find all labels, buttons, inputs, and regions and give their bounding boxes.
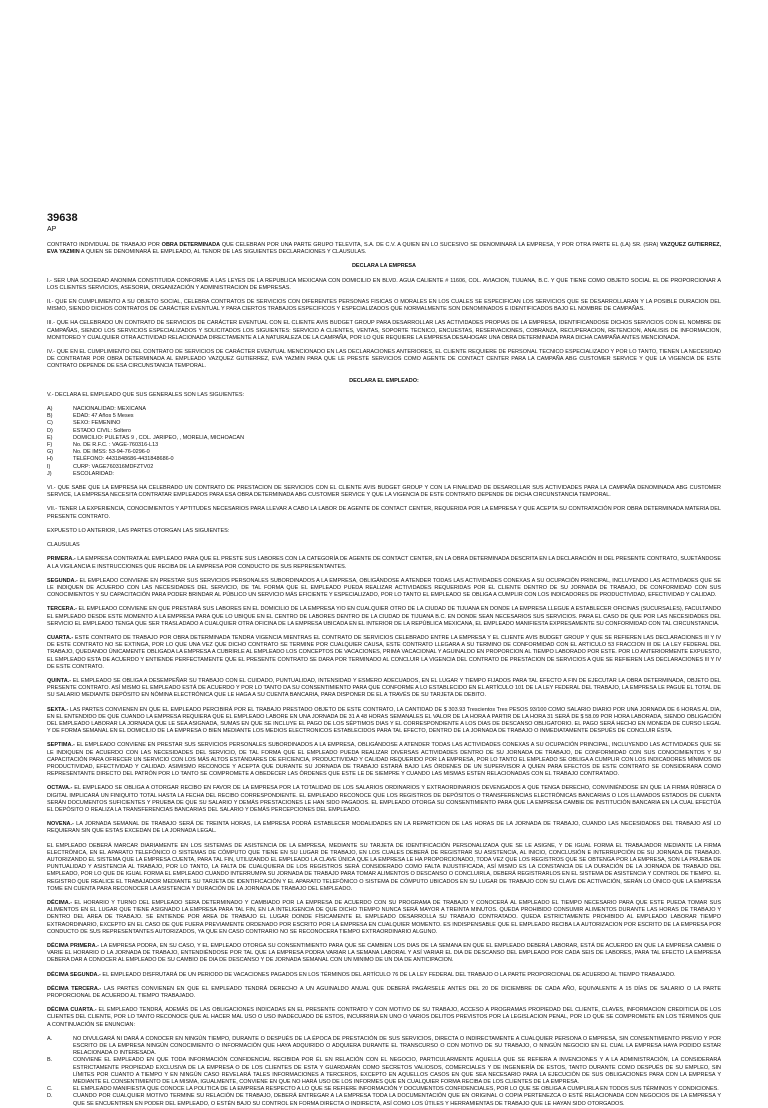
clausula — [47, 986, 721, 1000]
generales-value: TELÉFONO: 4431848686-4431848686-0 — [73, 456, 174, 463]
intro-bold-text: VAZQUEZ GUTIERREZ, EVA YAZMIN — [47, 242, 722, 256]
clausula-text: ESTE CONTRATO DE TRABAJO POR OBRA DETERMINADA TENDRA VIGENCIA MIENTRAS EL CONTRATO DE SERVICIOS CELEBRADO ENTRE LA EMPRESA Y EL CLIENTE AVIS BUDGET GROUP Y QUE SE REFIEREN LAS DECLARACIONES III Y IV DE ESTE CONTRATO NO SE EXTINGA, POR LO QUE UNA VEZ QUE DICHO CONTRATO SE TERMINE POR CUALQUIER CAUSA, ESTE CONTRATO LLEGARA A SU TERMINO DE CONFORMIDAD CON EL ARTICULO 53 FRACCION III DE LA LEY FEDERAL DEL TRABAJO, QUEDANDO ÚNICAMENTE OBLIGADA LA EMPRESA A CUBRIRLE AL EMPLEADO LOS CONCEPTOS DE VACACIONES, PRIMA VACACIONAL Y AGUINALDO EN PROPORCION AL TIEMPO LABORADO POR ESTE. POR LO ANTERIORMENTE EXPUESTO, EL EMPLEADO ESTA DE ACUERDO Y ENTIENDE PERFECTAMENTE QUE EL PRESENTE CONTRATO SE DARA POR TERMINADO AL CONCLUIR LA VIGENCIA DEL CONTRATO DE PRESTACION DE SERVICIOS A QUE SE REFIEREN LAS DECLARACIONES III Y IV DE ESTE CONTRATO. — [47, 634, 721, 670]
declaration-vii: VII.- TENER LA EXPERIENCIA, CONOCIMIENTOS Y APTITUDES NECESARIOS PARA LLEVAR A CABO LA LABOR DE AGENTE DE CONTACT CENTER, REQUERIDA POR LA EMPRESA Y QUE ACEPTA SU CONTRATACIÓN POR OBRA DETERMINADA MATERIA DEL PRESENTE CONTRATO. — [47, 506, 721, 520]
clausula — [47, 556, 721, 570]
clausula-text: EL HORARIO Y TURNO DEL EMPLEADO SERA DETERMINADO Y CAMBIADO POR LA EMPRESA DE ACUERDO CON SU PROGRAMA DE TRABAJO Y CONOCERÁ AL EMPLEADO EL TIEMPO NECESARIO PARA QUE ESTE PUEDA TOMAR SUS ALIMENTOS EN EL LUGAR QUE TIENE ASIGNADO LA EMPRESA PARA TAL FIN, EN LA INTELIGENCIA DE QUE DICHO TIEMPO NUNCA SERÁ MAYOR A TREINTA MINUTOS. QUEDA PROHIBIDO CONSUMIR ALIMENTOS DURANTE LAS HORAS DE TRABAJO Y DENTRO DEL AREA DE TRABAJO. SE ENTIENDE POR AREA DE TRABAJO EL LUGAR DONDE FÍSICAMENTE EL EMPLEADO DESARROLLA SU TRABAJO CONTRATADO. QUEDA ESTRICTAMENTE PROHIBIDO AL EMPLEADO LABORAR TIEMPO EXTRAORDINARIO, EXCEPTO EN EL CASO DE QUE FUERA PREVIAMENTE ORDENADO POR ESCRITO POR LA EMPRESA EN CUALQUIER MOMENTO. ES INDISPENSABLE QUE EL EMPLEADO RECIBA LA AUTORIZACION POR ESCRITO DE LA EMPRESA POR CONDUCTO DE SUS REPRESENTANTES AUTORIZADOS, YA QUE EN CASO CONTRARIO NO SE RECONOCERA TIEMPO EXTRAORDINARIO ALGUNO. — [47, 900, 721, 935]
generales-row — [47, 464, 721, 471]
clausula — [47, 707, 721, 736]
clausula — [47, 635, 721, 671]
clausula-label: SEPTIMA.- — [47, 742, 75, 749]
generales-value: CURP: VAGE760316MDFZTV02 — [73, 463, 154, 470]
sublist-text: CONVIENE EL EMPLEADO EN QUE TODA INFORMACIÓN CONFIDENCIAL RECIBIDA POR ÉL EN RELACIÓN CON EL NEGOCIO, PARTICULARMENTE AQUELLA QUE SE REFIERA A INVENCIONES Y A LA ADMINISTRACIÓN, LA CONSIDERARÁ ESTRICTAMENTE PROPIEDAD EXCLUSIVA DE LA EMPRESA O DE LOS CLIENTES DE ESTA Y GUARDARÁN COMO SECRETOS VALIOSOS, COMERCIALES Y DE INGENIERÍA DE ESTOS, TANTO DURANTE COMO DESPUÉS DE SU EMPLEO, SIN LÍMITES POR CUANTO A TIEMPO Y EN NINGÚN CASO REVELARÁ TALES INFORMACIONES A TERCEROS, EXCEPTO EN AQUELLOS CASOS EN QUE SEA NECESARIO PARA LA EJECUCIÓN DE SUS OBLIGACIONES PARA CON LA EMPRESA Y MEDIANTE EL CONSENTIMIENTO DE LA MISMA, IGUALMENTE, CONVIENE EN QUE NO HARÁ USO DE LOS INFORMES QUE EN CUALQUIER FORMA RECIBA DE LOS CLIENTES DE LA EMPRESA. — [73, 1057, 721, 1086]
sublist-key: D. — [47, 1093, 53, 1100]
empresa-declaration: I.- SER UNA SOCIEDAD ANONIMA CONSTITUIDA CONFORME A LAS LEYES DE LA REPUBLICA MEXICANA CON DOMICILIO EN BLVD. AGUA CALIENTE # 11606, COL. AVIACION, TIJUANA, B.C. Y QUE TIENE COMO OBJETO SOCIAL EL DE PROPORCIONAR A LOS CLIENTES SERVICIOS, ASESORIA, ORGANIZACIÓN Y ADMINISTRACION DE EMPRESAS. — [47, 277, 721, 291]
generales-key: D) — [47, 427, 53, 434]
generales-value: ESTADO CIVIL: Soltero — [73, 427, 131, 434]
declaration-vi: VI.- QUE SABE QUE LA EMPRESA HA CELEBRADO UN CONTRATO DE PRESTACION DE SERVICIOS CON EL CLIENTE AVIS BUDGET GROUP Y CON LA FINALIDAD DE DESAROLLAR SUS ACTIVIDADES PARA LA CAMPAÑA DENOMINADA ABG CUSTOMER SERVICE, LA EMPRESA NECESITA CONTRATAR EMPLEADOS PARA ESA OBRA DETERMINADA ABG CUSTOMER SERVICE Y QUE LA VIGENCIA DE ESTE CONTRATO DEPENDE DE DICHA CIRCUNSTANCIA TEMPORAL. — [47, 485, 721, 499]
contract-intro — [47, 242, 721, 256]
empresa-declarations — [47, 278, 721, 371]
empresa-declaration: II.- QUE EN CUMPLIMIENTO A SU OBJETO SOCIAL, CELEBRA CONTRATOS DE SERVICIOS CON DIFERENTES PERSONAS FISICAS O MORALES EN LOS CUALES SE ESPECIFICAN LOS SERVICIOS QUE SE DESARROLLARAN Y LA POSIBLE DURACION DEL MISMO, SIENDO DICHOS CONTRATOS DE CARÁCTER EVENTUAL Y PARA CIERTOS TRABAJOS ESPECIFICOS Y ESPECIALIZADOS QUE NORMALMENTE SON DENOMINADOS E IDENTIFICADOS BAJO EL NOMBRE DE CAMPAÑAS. — [47, 299, 721, 313]
generales-row — [47, 428, 721, 435]
clausula — [47, 606, 721, 628]
sublist-text: CUANDO POR CUALQUIER MOTIVO TERMINE SU RELACIÓN DE TRABAJO, DEBERÁ ENTREGAR A LA EMPRESA TODA LA DOCUMENTACIÓN QUE EN ORIGINAL O COPIA PERTENEZCA O ESTÉ RELACIONADA CON NEGOCIOS DE LA EMPRESA Y QUE SE ENCUENTREN EN PODER DEL EMPLEADO, O ESTÉN BAJO SU CONTROL EN FORMA DIRECTA O INDIRECTA, ASÍ COMO LOS ÚTILES Y HERRAMIENTAS DE TRABAJO QUE LE HAYAN SIDO OTORGADOS. — [73, 1093, 721, 1107]
clausula-text: EL EMPLEADO DISFRUTARÁ DE UN PERIODO DE VACACIONES PAGADOS EN LOS TÉRMINOS DEL ARTÍCULO 76 DE LA LEY FEDERAL DEL TRABAJO O LA PARTE PROPORCIONAL DE ACUERDO AL TIEMPO TRABAJADO. — [100, 971, 676, 978]
contract-body — [47, 242, 722, 1107]
empleado-generales-list — [47, 406, 721, 478]
empresa-declaration: IV.- QUE EN EL CUMPLIMIENTO DEL CONTRATO DE SERVICIOS DE CARÁCTER EVENTUAL MENCIONADO EN LAS DECLARACIONES ANTERIORES, EL CLIENTE REQUIERE DE PERSONAL TECNICO ESPECIALIZADO Y POR LO TANTO, TIENEN LA NECESIDAD DE CONTRATAR POR OBRA DETERMINADA AL EMPLEADO VAZQUEZ GUTIERREZ, EVA YAZMIN PARA QUE LE PRESTE SERVICIOS COMO AGENTE DE CONTACT CENTER PARA LA CAMPAÑA ABG CUSTOMER SERVICE Y QUE LA VIGENCIA DE ESTE CONTRATO DEPENDE DE ESA CIRCUNSTANCIA TEMPORAL. — [47, 349, 721, 370]
generales-value: ESCOLARIDAD: — [73, 470, 114, 477]
clausula-text: LA EMPRESA PODRA, EN SU CASO, Y EL EMPLEADO OTORGA SU CONSENTIMIENTO PARA QUE SE CAMBIEN LOS DIAS DE LA SEMANA EN QUE EL EMPLEADO DEBERÁ LABORAR, ESTÁ DE ACUERDO EN QUE LA EMPRESA CAMBIE O VARIE EL HORARIO O LA JORNADA DE TRABAJO, ENTENDIÉNDOSE POR TAL QUE LA EMPRESA PODRA VARIAR LA SEMANA LABORAL Y ASÍ VARIAR EL DIA DE DESCANSO DEL EMPLEADO POR CADA SEIS DE LABORES, PARA TAL EFECTO LA EMPRESA DEBERA DAR A CONOCER AL EMPLEADO DE SU CAMBIO DE DIA DE DESCANSO Y DE JORNADA SEMANAL CON UN MINIMO DE UN DIA DE ANTICIPACION. — [47, 943, 721, 964]
sublist-key: B. — [47, 1057, 53, 1064]
generales-row — [47, 406, 721, 413]
generales-key: H) — [47, 456, 53, 463]
generales-key: E) — [47, 434, 53, 441]
generales-key: I) — [47, 463, 51, 470]
generales-row — [47, 413, 721, 420]
clausula-text: EL EMPLEADO SE OBLIGA A OTORGAR RECIBO EN FAVOR DE LA EMPRESA POR LA TOTALIDAD DE LOS SALARIOS ORDINARIOS Y EXTRAORDINARIOS DEVENGADOS A QUE TENGA DERECHO, CONVINIÉNDOSE EN QUE LA FIRMA RÚBRICA O DIGITAL IMPLICARÁ UN FINIQUITO TOTAL HASTA LA FECHA DEL RECIBO CORRESPONDIENTE. EL EMPLEADO RECONOCE QUE LOS REGISTROS DE DEPÓSITOS O TRANSFERENCIAS ELECTRÓNICAS BANCARIAS O LOS LLAMADOS ESTADOS DE CUENTA SERÁN DOCUMENTOS SUFICIENTES Y PRUEBA DE QUE SU SALARIO Y DEMÁS PRESTACIONES LE HAN SIDO PAGADOS. EL EMPLEADO OTORGA SU CONSENTIMIENTO PARA QUE LA EMPRESA CAMBIE DE INSTITUCIÓN BANCARIA EN LA CUAL EFECTÚA EL DEPÓSITO O REALIZA LA TRANSFERENCIAS BANCARIAS DEL SALARIO Y DEMÁS PERCEPCIONES DEL EMPLEADO. — [47, 785, 721, 813]
generales-value: DOMICILIO: PULETAS 9 , COL. JARIPEO, , MORELIA, MICHOACAN — [73, 434, 245, 441]
sublist-text: NO DIVULGARÁ NI DARÁ A CONOCER EN NINGÚN TIEMPO, DURANTE O DESPUÉS DE LA ÉPOCA DE PRESTACIÓN DE SUS SERVICIOS, DIRECTA O INDIRECTAMENTE A CUALQUIER PERSONA O EMPRESA, SIN CONSENTIMIENTO PREVIO Y POR ESCRITO DE LA EMPRESA NINGÚN CONOCIMIENTO O INFORMACIÓN QUE HAYA ADQUIRIDO O ADQUIERA DURANTE EL TRANSCURSO O CON MOTIVO DE SU TRABAJO, O NINGÚN NEGOCIO EN EL CUAL LA EMPRESA HAYA PODIDO ESTAR RELACIONADA O INTERESADA. — [73, 1035, 721, 1057]
generales-value: NACIONALIDAD: MEXICANA — [73, 406, 147, 413]
clausula-text: EL EMPLEADO TENDRÁ, ADEMÁS DE LAS OBLIGACIONES INDICADAS EN EL PRESENTE CONTRATO Y CON MOTIVO DE SU TRABAJO, ACCESO A PROGRAMAS PROPIEDAD DEL CLIENTE, CLAVES, INFORMACION CREDITICIA DE LOS CLIENTES DEL CLIENTE, POR LO TANTO RECONOCE QUE AL HACER MAL USO O USO INADECUADO DE ESTOS, INCURRIRIA EN UNO O VARIOS DELITOS PREVISTOS POR LA LEGISLACION PENAL, POR LO QUE SE COMPROMETE EN LOS TÉRMINOS QUE A CONTINUACIÓN SE ENUNCIAN: — [47, 1007, 721, 1028]
sublist-key: A. — [47, 1035, 53, 1042]
clausula-label: SEXTA.- — [47, 706, 69, 713]
clausula-text: LAS PARTES CONVIENEN EN QUE EL EMPLEADO PERCIBIRÁ POR EL TRABAJO PRESTADO OBJETO DE ESTE CONTRATO, LA CANTIDAD DE $ 303.93 Trescientos Tres PESOS 93/100 COMO SALARIO DIARIO POR UNA JORNADA DE 6 HORAS AL DIA, EN EL ENTENDIDO DE QUE CUANDO LA EMPRESA REQUIERA QUE EL EMPLEADO LABORE EN UNA JORNADA DE 31 A 48 HORAS SEMANALES EL VALOR DE LA HORA A PARTIR DE LA HORA 31 SERÁ DE $ 58.09 POR HORA LABORADA, SIENDO OBLIGACIÓN DEL EMPLEADO LABORAR LA JORNADA QUE LE SEA ASIGNADA, SUMAS EN QUE SE INCLUYE EL PAGO DE LOS SÉPTIMOS DIAS Y EL CORRESPONDIENTE A LOS DIAS DE DESCANSO OBLIGATORIO. EL PAGO SERÁ HECHO EN MONEDA DE CURSO LEGAL Y DE FORMA SEMANAL EN EL DOMICILIO DE LA EMPRESA O BIEN MEDIANTE LOS MEDIOS ELECTRONICOS ESTABLECIDOS PARA TAL EFECTO, DENTRO DE LA JORNADA DE TRABAJO O INMEDIATAMENTE DESPUÉS DE CONCLUIR ÉSTA. — [47, 706, 721, 735]
clausula — [47, 578, 721, 600]
empleado-intro: V.- DECLARA EL EMPLEADO QUE SUS GENERALES SON LAS SIGUIENTES: — [47, 391, 245, 398]
generales-row — [47, 456, 721, 463]
clausula-text: EL EMPLEADO DEBERÁ MARCAR DIARIAMENTE EN LOS SISTEMAS DE ASISTENCIA DE LA EMPRESA, MEDIANTE SU TARJETA DE IDENTIFICACIÓN PERSONALIZADA QUE SE LE ASIGNE, Y DE IGUAL FORMA EL TRABAJADOR MEDIANTE LA FIRMA ELECTRÓNICA, EN EL APARATO TELEFÓNICO O SISTEMAS DE CÓMPUTO QUE TIENE EN SU LUGAR DE TRABAJO, EN LOS CUALES DEBERÁ DE REGISTRAR SU ASISTENCIA, AL INICIO, CONCLUSIÓN E INTERRUPCIÓN DE SU JORNADA DE TRABAJO. AUTORIZANDO EL SISTEMA QUE LA EMPRESA CUENTA, PARA TAL FIN, UTILIZANDO EL EMPLEADO LA CLAVE ÚNICA QUE LA EMPRESA LE HA PROPORCIONADO, TODA VEZ QUE LOS REGISTROS QUE SE OBTENGA POR LA EMPRESA, SON LA PRUEBA DE PUNTUALIDAD Y ASISTENCIA AL TRABAJO, POR LO TANTO, LA FALTA DE CUALQUIERA DE LOS REGISTROS SERÁ CONSIDERADO COMO FALTA INJUSTIFICADA, ASÍ MISMO ES LA CONSTANCIA DE LA DURACIÓN DE LA JORNADA DE TRABAJO DEL EMPLEADO, POR LO QUE DE IGUAL FORMA EL EMPLEADO CUANDO INTERRUMPA SU JORNADA DE TRABAJO PARA TOMAR ALIMENTOS O DESCANSO O CONCLUIRLA, DEBERÁ REGISTRARLOS EN EL SISTEMA DE ASISTENCIA Y CONTROL DE TIEMPO. EL REGISTRO QUE REALICE EL TRABAJADOR MEDIANTE SU TARJETA DE IDENTIFICACIÓN Y EL APARATO TELEFÓNICO O SISTEMA DE CÓMPUTO UBICADOS EN SU LUGAR DE TRABAJO CON SU CLAVE DE ACTIVACIÓN, SERÁN LO ÚNICO QUE LA EMPRESA TOME EN CUENTA PARA RECONOCER LA ASISTENCIA Y DURACIÓN DE LA JORNADA DE TRABAJO DEL EMPLEADO. — [47, 842, 721, 892]
sublist-text: EL EMPLEADO MANIFIESTA QUE CONOCE LA POLITICA DE LA EMPRESA RESPECTO A LO QUE SE REFIERE INFORMACIÓN Y DOCUMENTOS CONFIDENCIALES, POR LO QUE SE OBLIGA A CUMPLIRLA EN TODOS SUS TÉRMINOS Y CONDICIONES. — [73, 1086, 719, 1093]
generales-key: C) — [47, 420, 53, 427]
clausula — [47, 972, 721, 979]
clausula-label: CUARTA.- — [47, 634, 74, 641]
clausula — [47, 943, 721, 965]
clausula-text: EL EMPLEADO CONVIENE EN PRESTAR SUS SERVICIOS PERSONALES SUBORDINADOS A LA EMPRESA, OBLIGÁNDOSE A ATENDER TODAS LAS ACTIVIDADES CONEXAS A SU OCUPACIÓN PRINCIPAL, INCLUYENDO LAS ACTIVIDADES QUE SE LE INDIQUEN DE ACUERDO CON LAS NECESIDADES DEL SERVICIO, DE TAL FORMA QUE EL EMPLEADO PUEDA REALIZAR DIVERSAS ACTIVIDADES DENTRO DE SU JORNADA DE TRABAJO, DE CONFORMIDAD CON SUS CONOCIMIENTOS Y SU CAPACITACIÓN PARA OFRECER UN SERVICIO CON LOS MÁS ALTOS ESTÁNDARES DE EFICIENCIA, PRODUCTIVIDAD Y CALIDAD REQUERIDO POR LA EMPRESA, POR LO TANTO EL EMPLEADO SE OBLIGA A CUMPLIR CON LOS INDICADORES MÍNIMOS DE PRODUCTIVIDAD, EFECTIVIDAD Y CALIDAD. ASIMISMO RECONOCE Y ACEPTA QUE DURANTE SU JORNADA DE TRABAJO ESTARÁ BAJO LAS ÓRDENES DE UN SUPERVISOR A QUIEN PARA EFECTOS DE ESTE CONTRATO SE CONSIDERARA COMO REPRESENTANTE DIRECTO DEL PATRÓN POR LO TANTO SE COMPROMETE A OBEDECER LAS ÓRDENES QUE ESTE LE DE SIEMPRE Y CUANDO LAS MISMAS ESTEN RELACIONADAS CON EL TRABAJO CONTRATADO. — [47, 742, 721, 778]
generales-row — [47, 471, 721, 478]
clausula-label: PRIMERA.- — [47, 556, 76, 563]
generales-key: G) — [47, 449, 54, 456]
clausula-label: QUINTA.- — [47, 677, 72, 684]
generales-row — [47, 420, 721, 427]
clausula-label: OCTAVA.- — [47, 785, 73, 792]
clausula-label: DÉCIMA TERCERA.- — [47, 985, 102, 992]
generales-value: EDAD: 47 Años 5 Meses — [73, 413, 134, 420]
section-title-empleado: DECLARA EL EMPLEADO: — [349, 377, 419, 384]
clausulas-list — [47, 556, 721, 1029]
clausula — [47, 785, 721, 814]
generales-key: F) — [47, 442, 53, 449]
confidentiality-sublist — [47, 1036, 721, 1108]
generales-key: J) — [47, 470, 52, 477]
clausula-label: DÉCIMA CUARTA.- — [47, 1007, 97, 1014]
intro-text: QUE CELEBRAN POR UNA PARTE GRUPO TELEVITA, S.A. DE C.V. A QUIEN EN LO SUCESIVO SE DENOMINARÁ LA EMPRESA, Y POR OTRA PARTE EL (LA) SR. (SRA) — [220, 242, 661, 248]
clausula — [47, 1007, 721, 1029]
document-number: 39638 — [47, 212, 78, 224]
expuesto-text: EXPUESTO LO ANTERIOR, LAS PARTES OTORGAN LAS SIGUIENTES: — [47, 527, 230, 534]
clausula — [47, 843, 721, 893]
clausula-label: DÉCIMA PRIMERA.- — [47, 943, 99, 950]
section-title-empresa: DECLARA LA EMPRESA — [351, 263, 417, 270]
generales-key: A) — [47, 406, 53, 413]
clausula-text: LA JORNADA SEMANAL DE TRABAJO SERÁ DE TREINTA HORAS, LA EMPRESA PODRÁ ESTABLECER MODALIDADES EN LA REPARTICION DE LAS HORAS DE LA JORNADA DE TRABAJO, CUANDO LAS NECESIDADES DEL TRABAJO ASÍ LO REQUIERAN SIN QUE ESTAS EXCEDAN DE LA JORNADA LEGAL. — [47, 821, 721, 835]
sublist-item — [47, 1093, 721, 1107]
clausula — [47, 678, 721, 700]
clausula — [47, 742, 721, 778]
clausula — [47, 821, 721, 835]
generales-value: No. DE R.F.C. : VAGE-760316-L13 — [73, 442, 159, 449]
clausula-label: NOVENA.- — [47, 821, 74, 828]
generales-value: No. DE IMSS: 53-94-76-0296-0 — [73, 449, 150, 456]
generales-key: B) — [47, 413, 53, 420]
generales-value: SEXO: FEMENINO — [73, 420, 121, 427]
sublist-item — [47, 1057, 721, 1086]
clausula-label: DÉCIMA SEGUNDA.- — [47, 971, 101, 978]
clausula-text: LA EMPRESA CONTRATA AL EMPLEADO PARA QUE EL PRESTE SUS LABORES CON LA CATEGORÍA DE AGENTE DE CONTACT CENTER, EN LA OBRA DETERMINADA DESCRITA EN LA DECLARACIÓN III DEL PRESENTE CONTRATO, SUJETÁNDOSE A LA VIGILANCIA E INSTRUCCIONES QUE RECIBA DE LA EMPRESA POR CONDUCTO DE SUS REPRESENTANTES. — [47, 556, 721, 570]
intro-text: A QUIEN SE DENOMINARÁ EL EMPLEADO, AL TENOR DE LAS SIGUIENTES DECLARACIONES Y CLAUSULAS. — [79, 249, 367, 256]
clausula-label: TERCERA.- — [47, 606, 77, 613]
empresa-declaration: III.- QUE HA CELEBRADO UN CONTRATO DE SERVICIOS DE CARÁCTER EVENTUAL CON EL CLIENTE AVIS BUDGET GROUP PARA DESARROLLAR LAS ACTIVIDADES PROPIAS DE LA EMPRESA, IDENTIFICANDOSE DICHOS SERVICIOS CON EL NOMBRE DE CAMPAÑAS, SIENDO LOS SERVICIOS ESPECIALIZADOS Y SOLICITADOS LOS SIGUIENTES: SERVICIO A CLIENTES, VENTAS, SOPORTE TECNICO, ENCUESTAS, RESERVACIONES, COBRANZA, RECUPERACION, RETENCION, ANALISIS DE INFORMACION, MONITOREO Y CUALQUIER OTRA ACTIVIDAD RELACIONADA DIRECTAMENTE A LA NATURALEZA DE LA CAMPAÑA, POR LO QUE REQUIERE LA EMPRESA DESAHOGAR UNA OBRA DETERMINADA PARA DICHA CAMPAÑA ANTES MENCIONADA. — [47, 320, 721, 341]
sublist-item — [47, 1036, 721, 1058]
clausula-label: SEGUNDA.- — [47, 577, 78, 584]
generales-row — [47, 442, 721, 449]
clausula — [47, 900, 721, 936]
clausula-text: EL EMPLEADO SE OBLIGA A DESEMPEÑAR SU TRABAJO CON EL CUIDADO, PUNTUALIDAD, INTENSIDAD Y ESMERO ADECUADOS, EN EL LUGAR Y TIEMPO FIJADOS PARA TAL EFECTO A FIN DE EJECUTAR LA OBRA DETERMINADA, OBJETO DEL PRESENTE CONTRATO. ASÍ MISMO EL EMPLEADO ESTÁ DE ACUERDO Y POR LO TANTO DA SU CONSENTIMIENTO PARA QUE CONFORME A LO ESTABLECIDO EN EL ARTÍCULO 101 DE LA LEY FEDERAL DEL TRABAJO, LA EMPRESA LE PAGUE EL TOTAL DE SU SALARIO MEDIANTE DEPÓSITO EN NÓMINA ELECTRÓNICA QUE LE HAGA A SU CUENTA BANCARIA, PARA DISPONER DE EL A TRAVÉS DE SU TARJETA DE DEBITO. — [47, 677, 721, 699]
generales-row — [47, 435, 721, 442]
intro-bold-text: OBRA DETERMINADA — [161, 242, 221, 248]
intro-text: CONTRATO INDIVIDUAL DE TRABAJO POR — [47, 242, 162, 248]
clausula-text: EL EMPLEADO CONVIENE EN PRESTAR SUS SERVICIOS PERSONALES SUBORDINADOS A LA EMPRESA, OBLIGÁNDOSE A ATENDER TODAS LAS ACTIVIDADES CONEXAS A SU OCUPACIÓN PRINCIPAL, INCLUYENDO LAS ACTIVIDADES QUE SE LE INDIQUEN DE ACUERDO CON LAS NECESIDADES DEL SERVICIO, DE TAL FORMA QUE EL EMPLEADO PUEDA REALIZAR ACTIVIDADES REQUERIDAS POR EL CLIENTE DENTRO DE SU JORNADA DE TRABAJO, DE CONFORMIDAD CON SUS CONOCIMIENTOS Y SU CAPACITACIÓN PARA PODER BRINDAR AL PÚBLICO UN SERVICIO MÁS EFICIENTE Y ESPECIALIZADO, POR LO TANTO EL EMPLEADO SE OBLIGA A CUMPLIR CON LOS INDICADORES DE PRODUCTIVIDAD, EFECTIVIDAD Y CALIDAD. — [47, 577, 721, 599]
clausula-text: LAS PARTES CONVIENEN EN QUE EL EMPLEADO TENDRÁ DERECHO A UN AGUINALDO ANUAL QUE DEBERÁ PAGÁRSELE ANTES DEL 20 DE DICIEMBRE DE CADA AÑO, EQUIVALENTE A 15 DÍAS DE SALARIO O LA PARTE PROPORCIONAL DE ACUERDO AL TIEMPO TRABAJADO. — [47, 985, 721, 1000]
clausula-label: DÉCIMA.- — [47, 900, 73, 907]
document-code: AP — [47, 226, 57, 233]
clausula-text: EL EMPLEADO CONVIENE EN QUE PRESTARÁ SUS LABORES EN EL DOMICILIO DE LA EMPRESA Y/O EN CUALQUIER OTRO DE LA CIUDAD DE TIJUANA EN DONDE LA EMPRESA LLEGUE A ESTABLECER OFICINAS (SUCURSALES), FACULTANDO EL EMPLEADO DESDE ESTE MOMENTO A LA EMPRESA PARA QUE LO UBIQUE EN EL CENTRO DE LABORES DENTRO DE LA CIUDAD DE TIJUANA B.C. EN DONDE SEAN NECESARIOS SUS SERVICIOS. PARA EL CASO DE QUE POR LAS NECESIDADES DEL SERVICIO EL EMPLEADO TENGA QUE SER TRASLADADO A CUALQUIER OTRA OFICINA DE LA EMPRESA UBICADA EN EL INTERIOR DE LA REPÚBLICA MEXICANA, EL EMPLEADO MANIFIESTA EXPRESAMENTE SU CONFORMIDAD CON TAL CIRCUNSTANCIA. — [47, 606, 721, 627]
clausulas-title: CLAUSULAS — [47, 542, 80, 549]
sublist-key: C. — [47, 1086, 53, 1093]
